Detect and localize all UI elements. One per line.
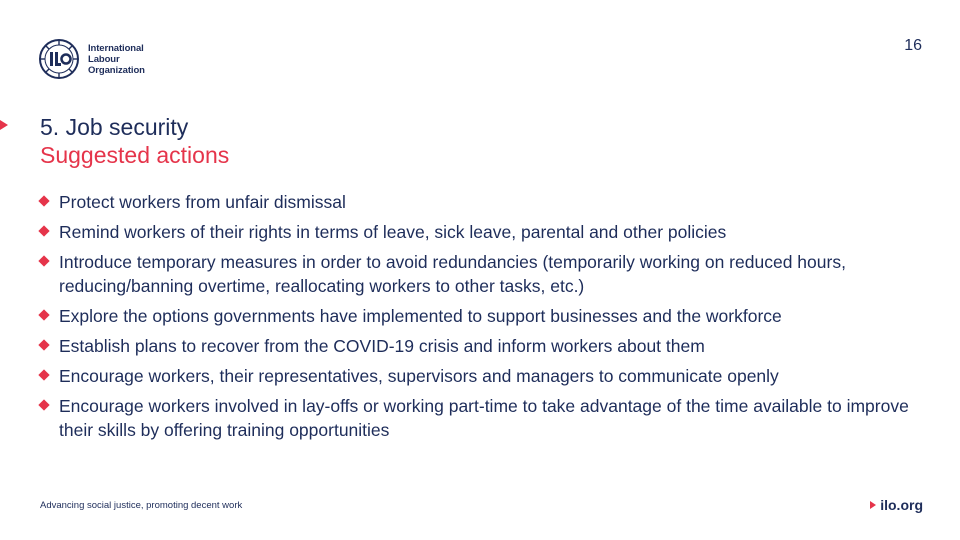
diamond-bullet-icon — [38, 309, 49, 320]
section-marker-arrow-icon — [0, 120, 8, 130]
suggested-actions-list — [40, 190, 910, 448]
list-item — [40, 364, 910, 388]
footer-site-link[interactable] — [870, 497, 923, 513]
page-number: 16 — [904, 37, 922, 54]
diamond-bullet-icon — [38, 339, 49, 350]
title-line-1: 5. Job security — [40, 114, 189, 140]
list-item — [40, 190, 910, 214]
list-item — [40, 394, 910, 442]
list-item — [40, 304, 910, 328]
diamond-bullet-icon — [38, 225, 49, 236]
logo-line-2: Labour — [88, 53, 120, 65]
logo-line-3: Organization — [88, 64, 145, 76]
diamond-bullet-icon — [38, 399, 49, 410]
list-item-text: Encourage workers, their representatives, supervisors and managers to communicate openly — [59, 366, 779, 386]
slide-title — [40, 113, 229, 169]
list-item-text: Explore the options governments have implemented to support businesses and the workforce — [59, 306, 782, 326]
list-item-text: Establish plans to recover from the COVID-19 crisis and inform workers about them — [59, 336, 705, 356]
diamond-bullet-icon — [38, 255, 49, 266]
logo-text — [88, 43, 145, 76]
diamond-bullet-icon — [38, 369, 49, 380]
list-item — [40, 220, 910, 244]
list-item — [40, 334, 910, 358]
list-item-text: Encourage workers involved in lay-offs or working part-time to take advantage of the time available to improve their skills by offering training opportunities — [59, 396, 909, 440]
title-line-2: Suggested actions — [40, 142, 230, 168]
list-item-text: Remind workers of their rights in terms of leave, sick leave, parental and other policies — [59, 222, 727, 242]
logo-line-1: International — [88, 42, 144, 54]
ilo-logo — [38, 38, 158, 80]
footer-site-text: ilo.org — [880, 497, 923, 513]
list-item-text: Protect workers from unfair dismissal — [59, 192, 346, 212]
list-item-text: Introduce temporary measures in order to avoid redundancies (temporarily working on reduced hours, reducing/banning overtime, reallocating workers to other tasks, etc.) — [59, 252, 846, 296]
footer-tagline: Advancing social justice, promoting decent work — [40, 500, 243, 511]
list-item — [40, 250, 910, 298]
arrow-right-icon — [870, 501, 876, 509]
ilo-emblem-icon — [38, 38, 80, 80]
diamond-bullet-icon — [38, 195, 49, 206]
